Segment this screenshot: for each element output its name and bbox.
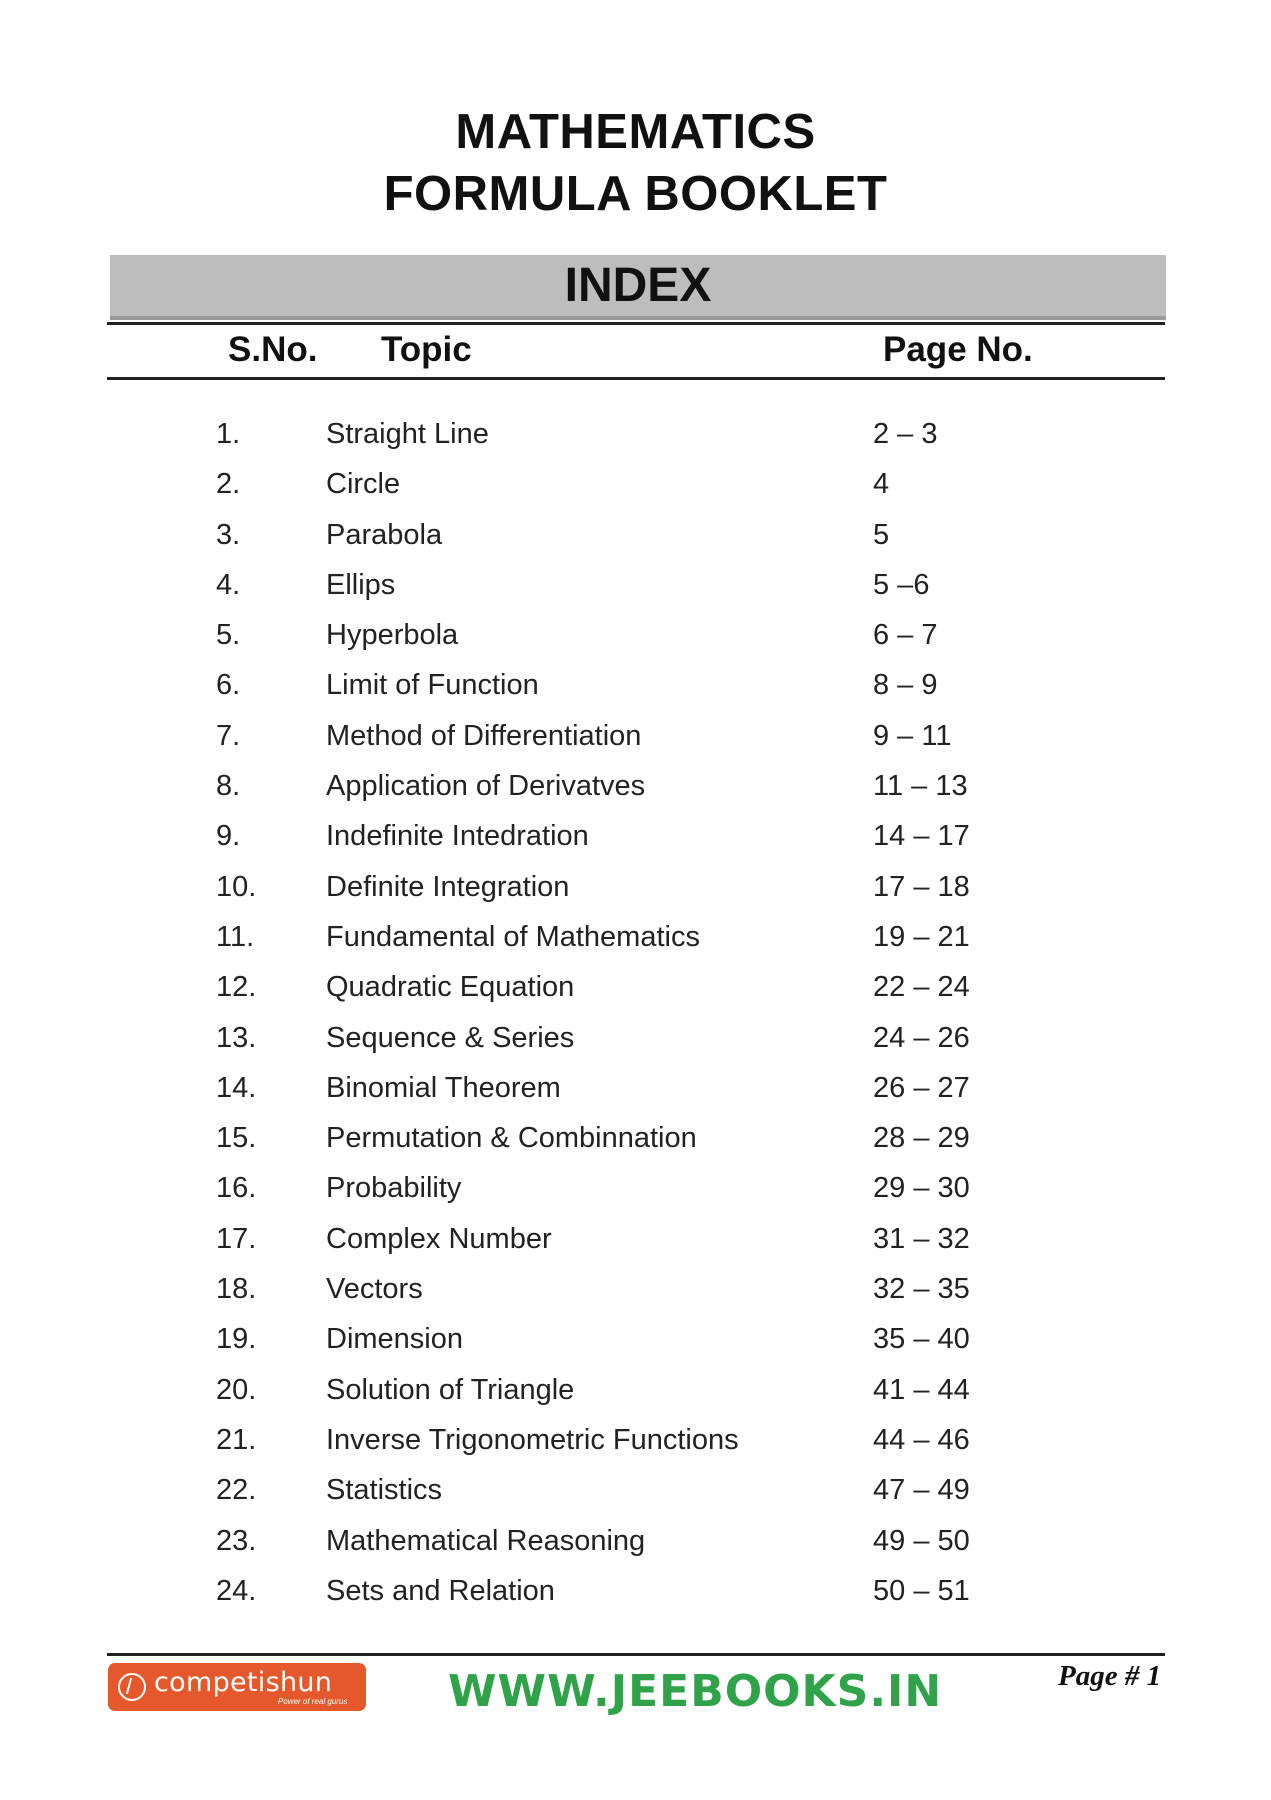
row-number: 5.: [216, 619, 241, 652]
footer-rule: [107, 1653, 1165, 1656]
row-pages: 11 – 13: [873, 770, 968, 803]
row-pages: 26 – 27: [873, 1071, 970, 1104]
row-pages: 44 – 46: [873, 1423, 970, 1456]
row-topic: Definite Integration: [326, 870, 570, 903]
row-pages: 32 – 35: [873, 1273, 970, 1306]
row-topic: Quadratic Equation: [326, 971, 575, 1004]
row-number: 1.: [216, 418, 241, 450]
row-number: 24.: [216, 1574, 257, 1607]
table-row: [0, 1519, 1271, 1569]
row-topic: Permutation & Combinnation: [326, 1122, 697, 1155]
row-topic: Dimension: [326, 1323, 463, 1356]
row-number: 20.: [216, 1373, 257, 1406]
table-row: [0, 1116, 1271, 1166]
row-pages: 50 – 51: [873, 1574, 970, 1607]
table-row: [0, 965, 1271, 1015]
index-heading-bar: [110, 255, 1166, 320]
row-topic: Inverse Trigonometric Functions: [326, 1423, 739, 1456]
logo-mark-icon: [118, 1673, 146, 1701]
index-heading: INDEX: [564, 259, 712, 312]
table-row: [0, 1368, 1271, 1418]
row-topic: Sets and Relation: [326, 1574, 555, 1607]
row-number: 11.: [216, 920, 255, 953]
row-pages: 5 –6: [873, 568, 930, 601]
row-number: 4.: [216, 568, 241, 601]
table-row: [0, 1217, 1271, 1267]
row-pages: 19 – 21: [873, 920, 970, 953]
row-pages: 24 – 26: [873, 1021, 970, 1054]
table-row: [0, 563, 1271, 613]
logo-text: competishun: [154, 1667, 333, 1698]
row-number: 16.: [216, 1172, 257, 1205]
row-topic: Limit of Function: [326, 669, 539, 702]
row-topic: Application of Derivatves: [326, 770, 646, 803]
table-row: [0, 814, 1271, 864]
website-link[interactable]: WWW.JEEBOOKS.IN: [448, 1666, 943, 1717]
table-row: [0, 764, 1271, 814]
row-topic: Parabola: [326, 518, 443, 551]
table-row: [0, 513, 1271, 563]
row-topic: Method of Differentiation: [326, 719, 642, 752]
index-table: [0, 412, 1271, 1619]
table-row: [0, 1016, 1271, 1066]
row-number: 21.: [216, 1423, 257, 1456]
row-number: 19.: [216, 1323, 257, 1356]
row-pages: 14 – 17: [873, 820, 970, 853]
row-topic: Complex Number: [326, 1222, 552, 1255]
row-number: 23.: [216, 1524, 257, 1557]
row-number: 13.: [216, 1021, 257, 1054]
column-header-sno: S.No.: [228, 330, 318, 369]
row-number: 18.: [216, 1273, 257, 1306]
table-row: [0, 462, 1271, 512]
table-row: [0, 1468, 1271, 1518]
table-row: [0, 865, 1271, 915]
row-topic: Circle: [326, 468, 401, 501]
row-topic: Probability: [326, 1172, 462, 1205]
column-header-topic: Topic: [381, 330, 472, 369]
competishun-logo: [108, 1663, 366, 1711]
row-number: 7.: [216, 719, 241, 752]
row-pages: 6 – 7: [873, 619, 938, 652]
row-number: 3.: [216, 518, 241, 551]
row-pages: 31 – 32: [873, 1222, 970, 1255]
row-topic: Solution of Triangle: [326, 1373, 575, 1406]
row-topic: Sequence & Series: [326, 1021, 575, 1054]
table-row: [0, 412, 1271, 462]
column-header-page: Page No.: [883, 330, 1033, 369]
row-pages: 9 – 11: [873, 719, 952, 752]
table-row: [0, 1066, 1271, 1116]
row-number: 6.: [216, 669, 241, 702]
logo-tagline: Power of real gurus: [278, 1697, 348, 1706]
row-number: 10.: [216, 870, 257, 903]
table-row: [0, 1267, 1271, 1317]
row-number: 9.: [216, 820, 241, 853]
row-topic: Ellips: [326, 568, 396, 601]
row-number: 15.: [216, 1122, 257, 1155]
row-number: 17.: [216, 1222, 257, 1255]
row-number: 22.: [216, 1474, 257, 1507]
row-pages: 49 – 50: [873, 1524, 970, 1557]
row-pages: 22 – 24: [873, 971, 970, 1004]
booklet-title-line2: FORMULA BOOKLET: [383, 167, 888, 221]
row-topic: Binomial Theorem: [326, 1071, 561, 1104]
table-row: [0, 1166, 1271, 1216]
row-number: 2.: [216, 468, 241, 501]
row-topic: Mathematical Reasoning: [326, 1524, 646, 1557]
header-bottom-rule: [107, 377, 1165, 380]
row-pages: 4: [873, 468, 890, 501]
row-pages: 35 – 40: [873, 1323, 970, 1356]
row-pages: 41 – 44: [873, 1373, 970, 1406]
row-topic: Fundamental of Mathematics: [326, 920, 700, 953]
row-topic: Statistics: [326, 1474, 443, 1507]
row-number: 14.: [216, 1071, 257, 1104]
row-number: 8.: [216, 770, 241, 803]
row-pages: 17 – 18: [873, 870, 970, 903]
table-row: [0, 1418, 1271, 1468]
row-pages: 5: [873, 518, 890, 551]
row-pages: 29 – 30: [873, 1172, 970, 1205]
row-pages: 47 – 49: [873, 1474, 970, 1507]
row-number: 12.: [216, 971, 257, 1004]
booklet-title-line1: MATHEMATICS: [455, 105, 816, 159]
table-row: [0, 1569, 1271, 1619]
row-topic: Vectors: [326, 1273, 423, 1306]
table-row: [0, 714, 1271, 764]
row-pages: 8 – 9: [873, 669, 938, 702]
table-row: [0, 915, 1271, 965]
row-topic: Hyperbola: [326, 619, 459, 652]
table-row: [0, 663, 1271, 713]
page-number: Page # 1: [1058, 1660, 1162, 1692]
row-topic: Straight Line: [326, 418, 489, 450]
header-top-rule: [107, 322, 1165, 325]
table-row: [0, 613, 1271, 663]
row-pages: 2 – 3: [873, 418, 938, 450]
table-row: [0, 1317, 1271, 1367]
row-topic: Indefinite Intedration: [326, 820, 589, 853]
row-pages: 28 – 29: [873, 1122, 970, 1155]
